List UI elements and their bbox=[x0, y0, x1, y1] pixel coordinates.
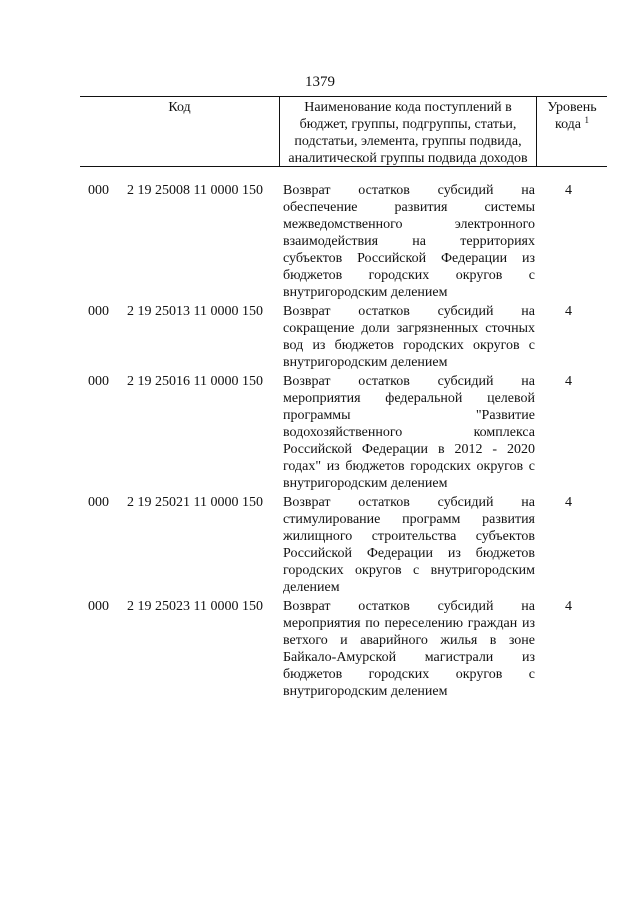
row-admin-code: 000 bbox=[88, 599, 109, 614]
table-header bbox=[80, 96, 607, 167]
table-row bbox=[0, 598, 640, 702]
page-number: 1379 bbox=[305, 74, 335, 90]
header-level-line1: Уровень bbox=[547, 100, 597, 115]
header-level-line2 bbox=[537, 116, 607, 133]
header-level-text: кода bbox=[554, 117, 582, 132]
row-level: 4 bbox=[565, 374, 572, 389]
row-admin-code: 000 bbox=[88, 495, 109, 510]
row-income-name: Возврат остатков субсидий на обеспечение развития системы межведомственного электронного взаимодействия на территориях субъектов Российской Федерации из бюджетов городских округов с внутригородским делением bbox=[283, 183, 535, 300]
header-name-line: аналитической группы подвида доходов bbox=[288, 151, 528, 166]
header-level bbox=[537, 97, 607, 166]
row-income-name: Возврат остатков субсидий на сокращение доли загрязненных сточных вод из бюджетов городских округов с внутригородским делением bbox=[283, 304, 535, 370]
header-name-line: подстатьи, элемента, группы подвида, bbox=[294, 134, 522, 149]
row-income-name: Возврат остатков субсидий на мероприятия по переселению граждан из ветхого и аварийного жилья в зоне Байкало-Амурской магистрали из бюджетов городских округов с внутригородским делением bbox=[283, 599, 535, 699]
header-code: Код bbox=[168, 100, 191, 115]
header-name bbox=[279, 97, 537, 166]
table-row bbox=[0, 303, 640, 373]
row-admin-code: 000 bbox=[88, 374, 109, 389]
table-row bbox=[0, 494, 640, 598]
row-admin-code: 000 bbox=[88, 304, 109, 319]
row-level: 4 bbox=[565, 304, 572, 319]
header-name-line: Наименование кода поступлений в bbox=[304, 100, 512, 115]
row-level: 4 bbox=[565, 495, 572, 510]
row-level: 4 bbox=[565, 183, 572, 198]
row-income-code: 2 19 25021 11 0000 150 bbox=[127, 495, 263, 510]
header-level-footnote: 1 bbox=[584, 115, 590, 125]
row-income-name: Возврат остатков субсидий на стимулирование программ развития жилищного строительства субъектов Российской Федерации из бюджетов городских округов с внутригородским делением bbox=[283, 495, 535, 595]
row-income-name: Возврат остатков субсидий на мероприятия федеральной целевой программы "Развитие водохозяйственного комплекса Российской Федерации в 2012 - 2020 годах" из бюджетов городских округов с внутригородским делением bbox=[283, 374, 535, 491]
table-row bbox=[0, 182, 640, 303]
row-income-code: 2 19 25016 11 0000 150 bbox=[127, 374, 263, 389]
table-row bbox=[0, 373, 640, 494]
header-name-line: бюджет, группы, подгруппы, статьи, bbox=[299, 117, 517, 132]
row-income-code: 2 19 25013 11 0000 150 bbox=[127, 304, 263, 319]
row-level: 4 bbox=[565, 599, 572, 614]
row-admin-code: 000 bbox=[88, 183, 109, 198]
row-income-code: 2 19 25008 11 0000 150 bbox=[127, 183, 263, 198]
table-body bbox=[0, 182, 640, 702]
row-income-code: 2 19 25023 11 0000 150 bbox=[127, 599, 263, 614]
